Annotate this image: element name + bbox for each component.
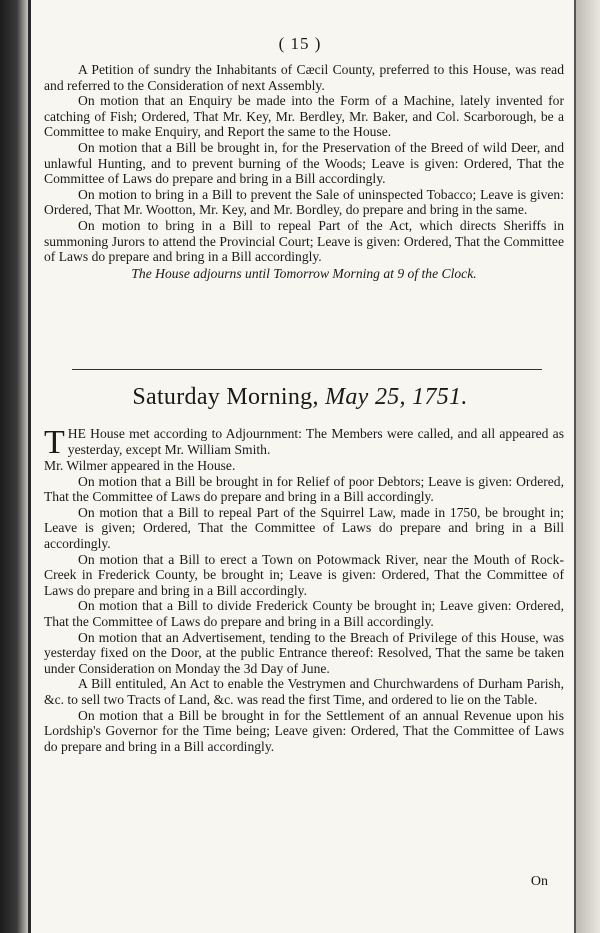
paragraph-squirrel-law: On motion that a Bill to repeal Part of the Squirrel Law, made in 1750, be brought in; Leave is given; Ordered, That the Committee of Laws do prepare and bring in a Bill accordingly. — [44, 504, 564, 551]
bottom-section — [44, 426, 564, 754]
paragraph-potowmack-town: On motion that a Bill to erect a Town on Potowmack River, near the Mouth of Rock-Creek in Frederick County, be brought in; Leave is given: Ordered, That the Committee of Laws do prepare and bring in a Bill accordingly. — [44, 551, 564, 598]
paragraph-jurors-bill: On motion to bring in a Bill to repeal Part of the Act, which directs Sheriffs in summoning Jurors to attend the Provincial Court; Leave is given: Ordered, That the Committee of Laws do prepare and bring in a Bill accordingly. — [44, 217, 564, 265]
section-rule — [72, 369, 542, 370]
paragraph-debtors-bill: On motion that a Bill be brought in for Relief of poor Debtors; Leave is given: Ordered, That the Committee of Laws do prepare and bring in a Bill accordingly. — [44, 473, 564, 505]
drop-cap: T — [44, 424, 65, 461]
page-number: ( 15 ) — [278, 34, 322, 53]
paragraph-meeting-text: HE House met according to Adjournment: The Members were called, and all appeared as yesterday, except Mr. William Smith. — [67, 426, 564, 457]
paragraph-durham-parish: A Bill entituled, An Act to enable the Vestrymen and Churchwardens of Durham Parish, &c. to sell two Tracts of Land, &c. was read the first Time, and ordered to lie on the Table. — [44, 676, 564, 707]
paragraph-machine-enquiry: On motion that an Enquiry be made into the Form of a Machine, lately invented for catching of Fish; Ordered, That Mr. Key, Mr. Berdley, Mr. Baker, and Col. Scarborough, be a Committee to make Enquiry, and Report the same to the House. — [44, 93, 564, 140]
paragraph-meeting — [44, 424, 564, 461]
top-section — [44, 62, 564, 281]
paragraph-tobacco-bill: On motion to bring in a Bill to prevent the Sale of uninspected Tobacco; Leave is given: Ordered, That Mr. Wootton, Mr. Key, and Mr. Bordley, do prepare and bring in the same. — [44, 186, 564, 218]
page-edge — [576, 0, 600, 933]
section-heading — [0, 384, 600, 411]
adjournment-line: The House adjourns until Tomorrow Morning at 9 of the Clock. — [131, 265, 477, 281]
heading-date: May 25, 1751. — [325, 384, 468, 410]
paragraph-petition: A Petition of sundry the Inhabitants of Cæcil County, preferred to this House, was read and referred to the Consideration of next Assembly. — [44, 62, 564, 93]
paragraph-governor-revenue: On motion that a Bill be brought in for the Settlement of an annual Revenue upon his Lordship's Governor for the Time being; Leave given: Ordered, That the Committee of Laws do prepare and bring in a Bill accordingly. — [44, 707, 564, 754]
paragraph-frederick-county: On motion that a Bill to divide Frederick County be brought in; Leave given: Ordered, That the Committee of Laws do prepare and bring in a Bill accordingly. — [44, 598, 564, 629]
paragraph-deer-bill: On motion that a Bill be brought in, for the Preservation of the Breed of wild Deer, and unlawful Hunting, and to prevent burning of the Woods; Leave is given: Ordered, That the Committee of Laws do prepare and bring in a Bill accordingly. — [44, 139, 564, 187]
paragraph-wilmer: Mr. Wilmer appeared in the House. — [44, 458, 236, 473]
paragraph-advertisement: On motion that an Advertisement, tending to the Breach of Privilege of this House, was yesterday fixed on the Door, at the public Entrance thereof: Resolved, That the same be taken under Consideration on Monday the 3d Day of June. — [44, 629, 564, 676]
catchword: On — [530, 874, 548, 889]
binding-shadow — [0, 0, 28, 933]
heading-day: Saturday Morning, — [132, 384, 319, 410]
